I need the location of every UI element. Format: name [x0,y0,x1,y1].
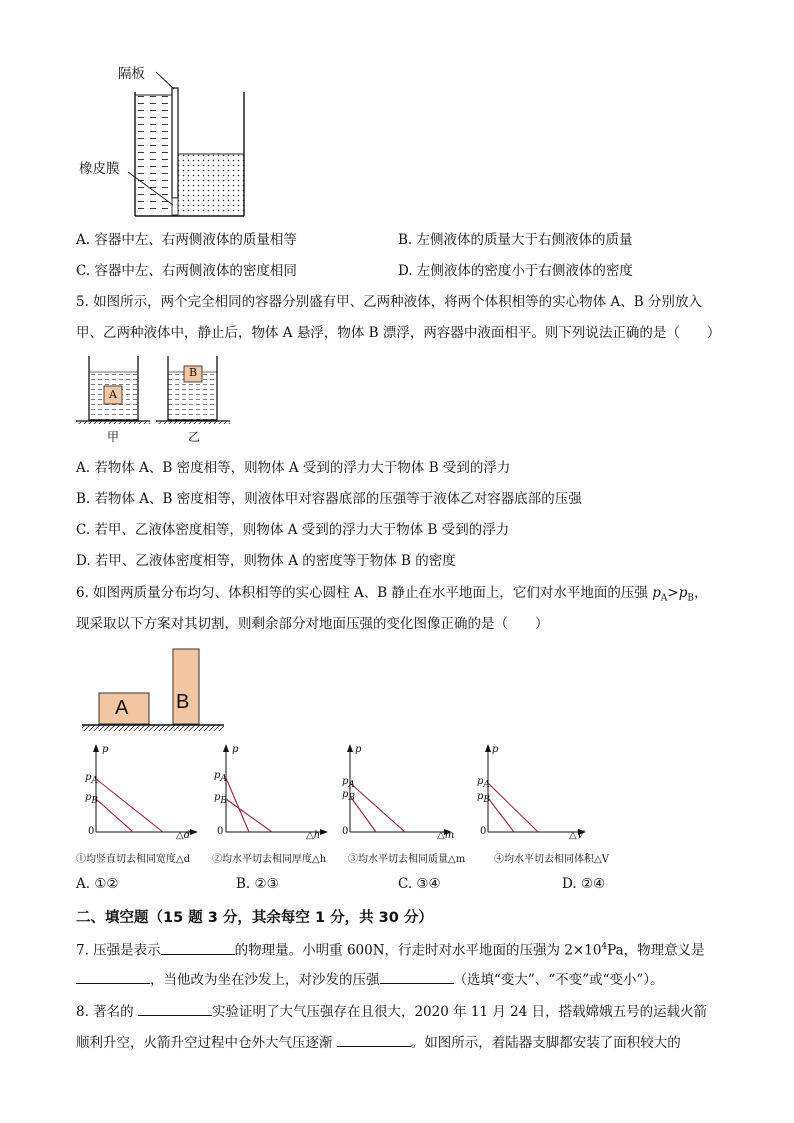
graph-2-pb: pB [214,792,228,806]
p-letter: p [652,585,661,601]
graph-2-pa: pA [214,770,227,784]
graph-1-origin: 0 [88,826,95,837]
answer-blank[interactable] [161,940,235,955]
q5-option-b: B. 若物体 A、B 密度相等，则液体甲对容器底部的压强等于液体乙对容器底部的压强 [76,491,582,507]
graph-4-x-axis: △V [569,830,584,841]
q4-option-c: C. 容器中左、右两侧液体的密度相同 [76,263,297,279]
q8-text-a: 8. 著名的 [76,1004,138,1020]
graph-3-caption: ③均水平切去相同质量△m [348,854,466,865]
q7-text-e: （选填“变大”、“不变”或“变小”）。 [453,972,664,988]
q7-line1 [76,938,705,960]
object-b-label: B [189,366,198,379]
q5-option-c: C. 若甲、乙液体密度相等，则物体 A 受到的浮力大于物体 B 受到的浮力 [76,522,510,538]
sub-b: B [687,593,694,604]
graph-2-y-axis: p [232,744,239,755]
punct: ， [693,585,708,601]
container-yi-label: 乙 [188,430,201,444]
graph-1-caption: ①均竖直切去相同宽度△d [76,854,191,865]
q7-text-b: 的物理量。小明重 600N，行走时对水平地面的压强为 2×10 [234,942,602,959]
q7-line2 [76,969,664,989]
graph-2-caption: ②均水平切去相同厚度△h [212,854,327,865]
gt-sign: > [667,585,679,601]
graph-1-pb: pB [85,792,99,806]
q5-option-a: A. 若物体 A、B 密度相等，则物体 A 受到的浮力大于物体 B 受到的浮力 [76,460,511,476]
membrane-label: 橡皮膜 [79,161,120,177]
q6-option-d: D. ②④ [562,876,606,892]
graph-4-pa: pA [477,776,490,790]
q6-stem-text: 6. 如图两质量分布均匀、体积相等的实心圆柱 A、B 静止在水平地面上，它们对水平地面的压强 [76,585,653,601]
graph-4-pb: pB [477,791,491,805]
q8-line2 [76,1032,681,1052]
q6-option-c: C. ③④ [398,876,441,892]
q4-option-b: B. 左侧液体的质量大于右侧液体的质量 [398,232,633,248]
q5-stem-line1: 5. 如图所示，两个完全相同的容器分别盛有甲、乙两种液体，将两个体积相等的实心物体 A、B 分别放入 [76,294,702,310]
answer-blank[interactable] [337,1032,411,1047]
graph-2-x-axis: △h [306,830,321,841]
section-title: 二、填空题（15 题 3 分，其余每空 1 分，共 30 分） [76,910,433,926]
graph-3-x-axis: △m [437,830,455,841]
answer-blank[interactable] [380,969,454,984]
graph-3-pa: pA [342,776,355,790]
partition-label: 隔板 [118,66,145,82]
q7-text-c: Pa，物理意义是 [607,942,705,959]
floating-objects-figure [76,352,246,424]
graph-3-y-axis: p [355,744,362,755]
q4-option-a: A. 容器中左、右两侧液体的质量相等 [76,232,297,248]
q6-option-b: B. ②③ [236,876,279,892]
graph-3-pb: pB [342,789,356,803]
p-letter: p [678,585,688,601]
q7-text-a: 7. 压强是表示 [76,942,161,959]
answer-blank[interactable] [76,969,150,984]
q6-stem-line1 [76,584,707,608]
q8-line1 [76,1001,707,1021]
cylinder-b-label: B [176,691,190,713]
sub-a: A [660,593,668,604]
q5-option-d: D. 若甲、乙液体密度相等，则物体 A 的密度等于物体 B 的密度 [76,553,456,569]
q6-stem-line2: 现采取以下方案对其切割，则剩余部分对地面压强的变化图像正确的是（ ） [76,616,549,632]
graph-4-caption: ④均水平切去相同体积△V [494,854,609,865]
partition-container-figure [76,58,256,223]
graph-1-x-axis: △d [176,830,191,841]
container-jia-label: 甲 [107,430,120,444]
answer-blank[interactable] [138,1001,212,1016]
object-a-label: A [109,388,117,401]
q6-option-a: A. ①② [76,876,119,892]
q8-text-b: 实验证明了大气压强存在且很大，2020 年 11 月 24 日，搭载嫦娥五号的运载火箭 [211,1004,708,1020]
cylinders-figure [80,645,230,740]
graph-1-pa: pA [85,772,98,786]
graph-4-origin: 0 [480,826,487,837]
graph-1-y-axis: p [102,744,109,755]
exponent: 4 [601,942,608,952]
graph-4-y-axis: p [492,744,499,755]
q8-text-c: 顺利升空，火箭升空过程中仓外大气压逐渐 [76,1035,337,1051]
q5-stem-line2: 甲、乙两种液体中，静止后，物体 A 悬浮，物体 B 漂浮，两容器中液面相平。则下列说法正确的是（ ） [76,325,721,341]
cylinder-a-label: A [115,697,129,719]
q8-text-d: 。如图所示，着陆器支脚都安装了面积较大的 [410,1035,681,1051]
graph-2-origin: 0 [217,826,224,837]
graph-3-origin: 0 [342,826,349,837]
q7-text-d: ，当他改为坐在沙发上，对沙发的压强 [150,972,380,988]
q4-option-d: D. 左侧液体的密度小于右侧液体的密度 [398,263,633,279]
